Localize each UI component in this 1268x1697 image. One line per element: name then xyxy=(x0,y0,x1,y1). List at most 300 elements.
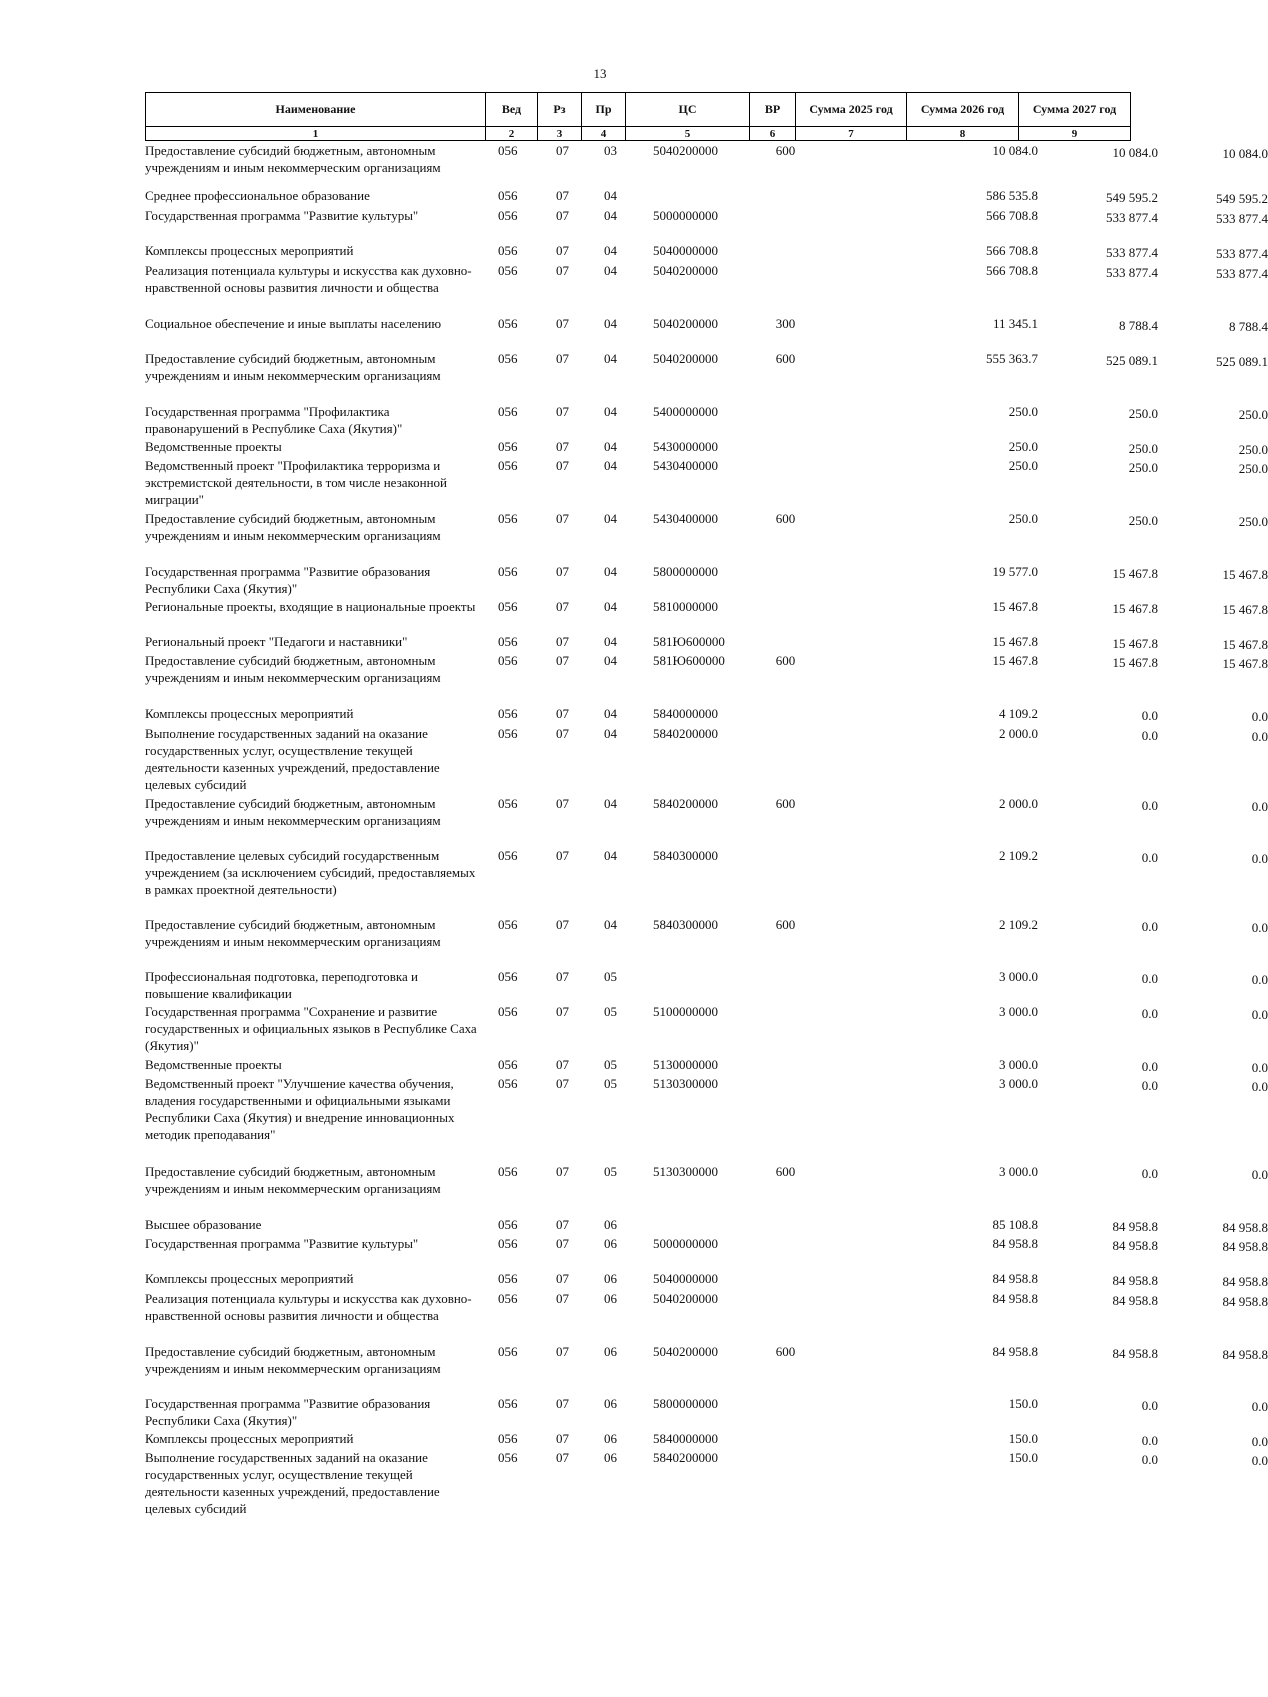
cell-sum-2027: 0.0 xyxy=(1251,1399,1268,1414)
cell-vr: 600 xyxy=(775,143,796,158)
table-row xyxy=(145,207,1268,226)
cell-cs: 5040200000 xyxy=(653,316,718,331)
cell-vr: 300 xyxy=(775,316,796,331)
cell-sum-2025: 250.0 xyxy=(1008,439,1038,454)
cell-cs: 5040200000 xyxy=(653,1291,718,1306)
table-row xyxy=(145,1290,1268,1341)
cell-sum-2027: 0.0 xyxy=(1251,709,1268,724)
cell-ved: 056 xyxy=(498,848,518,863)
cell-ved: 056 xyxy=(498,1057,518,1072)
table-row xyxy=(145,563,1268,597)
row-name: Комплексы процессных мероприятий xyxy=(145,1271,354,1286)
cell-sum-2025: 15 467.8 xyxy=(992,653,1038,668)
cell-sum-2027: 250.0 xyxy=(1238,407,1268,422)
table-row xyxy=(145,350,1268,384)
page-number: 13 xyxy=(593,66,607,81)
row-name: Государственная программа "Развитие культуры" xyxy=(145,208,419,223)
row-name: Предоставление субсидий бюджетным, автономным учреждениям и иным некоммерческим организациям xyxy=(145,1164,441,1196)
cell-cs: 5430400000 xyxy=(653,511,718,526)
cell-sum-2026: 15 467.8 xyxy=(1112,566,1158,581)
cell-ved: 056 xyxy=(498,208,518,223)
cell-sum-2027: 250.0 xyxy=(1238,442,1268,457)
cell-cs: 5430000000 xyxy=(653,439,718,454)
cell-sum-2026: 0.0 xyxy=(1141,708,1158,723)
row-name: Предоставление субсидий бюджетным, автономным учреждениям и иным некоммерческим организациям xyxy=(145,653,441,685)
cell-sum-2025: 150.0 xyxy=(1008,1431,1038,1446)
cell-ved: 056 xyxy=(498,1004,518,1019)
cell-vr: 600 xyxy=(775,917,796,932)
cell-sum-2025: 84 958.8 xyxy=(992,1291,1038,1306)
column-header-vr: ВР xyxy=(750,93,796,127)
row-name: Выполнение государственных заданий на оказание государственных услуг, осуществление текущей деятельности казенных учреждений, предоставление целевых субсидий xyxy=(145,1450,440,1516)
column-number: 2 xyxy=(486,127,538,141)
cell-rz: 07 xyxy=(556,1396,569,1411)
cell-cs: 5040200000 xyxy=(653,351,718,366)
cell-pr: 04 xyxy=(604,511,617,526)
cell-ved: 056 xyxy=(498,458,518,473)
cell-rz: 07 xyxy=(556,1217,569,1232)
row-name: Комплексы процессных мероприятий xyxy=(145,706,354,721)
table-row xyxy=(145,187,1268,206)
cell-sum-2026: 549 595.2 xyxy=(1106,190,1158,205)
cell-rz: 07 xyxy=(556,1164,569,1179)
cell-pr: 04 xyxy=(604,917,617,932)
cell-cs: 5130300000 xyxy=(653,1164,718,1179)
cell-sum-2025: 84 958.8 xyxy=(992,1344,1038,1359)
row-name: Ведомственные проекты xyxy=(145,439,282,454)
table-row xyxy=(145,1395,1268,1429)
row-name: Предоставление субсидий бюджетным, автономным учреждениям и иным некоммерческим организациям xyxy=(145,511,441,543)
row-name: Предоставление целевых субсидий государственным учреждением (за исключением субсидий, предоставляемых в рамках проектной деятельности) xyxy=(145,848,476,897)
cell-sum-2026: 84 958.8 xyxy=(1112,1238,1158,1253)
cell-cs: 5840300000 xyxy=(653,917,718,932)
cell-sum-2027: 549 595.2 xyxy=(1216,191,1268,206)
cell-sum-2025: 555 363.7 xyxy=(986,351,1038,366)
cell-sum-2027: 250.0 xyxy=(1238,514,1268,529)
table-row xyxy=(145,1163,1268,1197)
cell-sum-2026: 0.0 xyxy=(1141,1059,1158,1074)
cell-sum-2025: 19 577.0 xyxy=(992,564,1038,579)
cell-sum-2027: 84 958.8 xyxy=(1222,1220,1268,1235)
table-row xyxy=(145,1075,1268,1143)
column-number: 1 xyxy=(146,127,486,141)
cell-sum-2025: 15 467.8 xyxy=(992,634,1038,649)
cell-pr: 06 xyxy=(604,1291,617,1306)
row-name: Комплексы процессных мероприятий xyxy=(145,1431,354,1446)
column-header-pr: Пр xyxy=(582,93,626,127)
cell-sum-2027: 84 958.8 xyxy=(1222,1239,1268,1254)
column-header-sum-2025: Сумма 2025 год xyxy=(796,93,907,127)
cell-sum-2026: 250.0 xyxy=(1128,460,1158,475)
cell-sum-2027: 0.0 xyxy=(1251,729,1268,744)
cell-rz: 07 xyxy=(556,706,569,721)
cell-pr: 05 xyxy=(604,969,617,984)
cell-sum-2026: 15 467.8 xyxy=(1112,655,1158,670)
cell-ved: 056 xyxy=(498,653,518,668)
cell-vr: 600 xyxy=(775,1344,796,1359)
cell-ved: 056 xyxy=(498,969,518,984)
cell-sum-2025: 85 108.8 xyxy=(992,1217,1038,1232)
cell-sum-2027: 0.0 xyxy=(1251,1434,1268,1449)
cell-ved: 056 xyxy=(498,351,518,366)
cell-sum-2027: 525 089.1 xyxy=(1216,354,1268,369)
cell-rz: 07 xyxy=(556,511,569,526)
row-name: Социальное обеспечение и иные выплаты населению xyxy=(145,316,442,331)
row-name: Предоставление субсидий бюджетным, автономным учреждениям и иным некоммерческим организациям xyxy=(145,917,441,949)
cell-sum-2025: 4 109.2 xyxy=(999,706,1038,721)
table-row xyxy=(145,1235,1268,1254)
cell-sum-2027: 533 877.4 xyxy=(1216,246,1268,261)
cell-cs: 5840300000 xyxy=(653,848,718,863)
cell-sum-2027: 84 958.8 xyxy=(1222,1274,1268,1289)
row-name: Предоставление субсидий бюджетным, автономным учреждениям и иным некоммерческим организациям xyxy=(145,796,441,828)
cell-sum-2026: 250.0 xyxy=(1128,406,1158,421)
row-name: Высшее образование xyxy=(145,1217,262,1232)
cell-sum-2026: 0.0 xyxy=(1141,1078,1158,1093)
cell-sum-2027: 8 788.4 xyxy=(1229,319,1268,334)
row-name: Комплексы процессных мероприятий xyxy=(145,243,354,258)
cell-cs: 581Ю600000 xyxy=(653,653,725,668)
row-name: Реализация потенциала культуры и искусства как духовно-нравственной основы развития личности и общества xyxy=(145,1291,472,1323)
cell-vr: 600 xyxy=(775,1164,796,1179)
cell-ved: 056 xyxy=(498,188,518,203)
cell-sum-2026: 250.0 xyxy=(1128,513,1158,528)
cell-pr: 06 xyxy=(604,1271,617,1286)
cell-rz: 07 xyxy=(556,316,569,331)
cell-cs: 5040200000 xyxy=(653,263,718,278)
cell-sum-2027: 0.0 xyxy=(1251,972,1268,987)
column-header-rz: Рз xyxy=(538,93,582,127)
row-name: Государственная программа "Развитие образования Республики Саха (Якутия)" xyxy=(145,564,431,596)
cell-rz: 07 xyxy=(556,1450,569,1465)
cell-sum-2027: 15 467.8 xyxy=(1222,602,1268,617)
cell-ved: 056 xyxy=(498,564,518,579)
cell-rz: 07 xyxy=(556,1431,569,1446)
cell-ved: 056 xyxy=(498,1236,518,1251)
table-row xyxy=(145,847,1268,898)
cell-sum-2025: 3 000.0 xyxy=(999,1057,1038,1072)
row-name: Предоставление субсидий бюджетным, автономным учреждениям и иным некоммерческим организациям xyxy=(145,1344,441,1376)
cell-pr: 04 xyxy=(604,848,617,863)
cell-sum-2026: 84 958.8 xyxy=(1112,1293,1158,1308)
row-name: Государственная программа "Профилактика правонарушений в Республике Саха (Якутия)" xyxy=(145,404,403,436)
row-name: Государственная программа "Сохранение и развитие государственных и официальных языков в Республике Саха (Якутия)" xyxy=(145,1004,477,1053)
cell-sum-2025: 3 000.0 xyxy=(999,1076,1038,1091)
cell-ved: 056 xyxy=(498,1164,518,1179)
table-row xyxy=(145,968,1268,1002)
column-number: 8 xyxy=(907,127,1019,141)
cell-sum-2026: 0.0 xyxy=(1141,1006,1158,1021)
cell-pr: 06 xyxy=(604,1450,617,1465)
cell-rz: 07 xyxy=(556,243,569,258)
cell-pr: 04 xyxy=(604,243,617,258)
cell-cs: 5000000000 xyxy=(653,208,718,223)
column-number: 5 xyxy=(626,127,750,141)
row-name: Государственная программа "Развитие образования Республики Саха (Якутия)" xyxy=(145,1396,431,1428)
cell-ved: 056 xyxy=(498,706,518,721)
cell-ved: 056 xyxy=(498,1431,518,1446)
cell-rz: 07 xyxy=(556,917,569,932)
cell-vr: 600 xyxy=(775,653,796,668)
cell-rz: 07 xyxy=(556,208,569,223)
cell-rz: 07 xyxy=(556,458,569,473)
cell-sum-2026: 0.0 xyxy=(1141,798,1158,813)
cell-sum-2025: 250.0 xyxy=(1008,404,1038,419)
cell-rz: 07 xyxy=(556,263,569,278)
cell-sum-2026: 533 877.4 xyxy=(1106,245,1158,260)
cell-ved: 056 xyxy=(498,599,518,614)
cell-rz: 07 xyxy=(556,1076,569,1091)
cell-sum-2027: 0.0 xyxy=(1251,1007,1268,1022)
cell-ved: 056 xyxy=(498,316,518,331)
cell-sum-2027: 84 958.8 xyxy=(1222,1347,1268,1362)
column-number: 4 xyxy=(582,127,626,141)
row-name: Профессиональная подготовка, переподготовка и повышение квалификации xyxy=(145,969,418,1001)
table-row xyxy=(145,457,1268,508)
table-row xyxy=(145,598,1268,632)
cell-cs: 5000000000 xyxy=(653,1236,718,1251)
cell-sum-2025: 250.0 xyxy=(1008,458,1038,473)
cell-pr: 04 xyxy=(604,208,617,223)
cell-sum-2027: 533 877.4 xyxy=(1216,266,1268,281)
cell-sum-2026: 8 788.4 xyxy=(1119,318,1158,333)
cell-pr: 04 xyxy=(604,564,617,579)
cell-sum-2025: 566 708.8 xyxy=(986,208,1038,223)
table-header xyxy=(145,92,1131,141)
cell-ved: 056 xyxy=(498,1291,518,1306)
table-row xyxy=(145,1430,1268,1449)
cell-rz: 07 xyxy=(556,634,569,649)
column-number: 9 xyxy=(1019,127,1131,141)
row-name: Выполнение государственных заданий на оказание государственных услуг, осуществление текущей деятельности казенных учреждений, предоставление целевых субсидий xyxy=(145,726,440,792)
cell-ved: 056 xyxy=(498,1076,518,1091)
cell-rz: 07 xyxy=(556,188,569,203)
cell-pr: 04 xyxy=(604,599,617,614)
cell-ved: 056 xyxy=(498,439,518,454)
cell-pr: 05 xyxy=(604,1076,617,1091)
cell-rz: 07 xyxy=(556,564,569,579)
cell-pr: 04 xyxy=(604,796,617,811)
cell-rz: 07 xyxy=(556,653,569,668)
cell-sum-2025: 2 000.0 xyxy=(999,726,1038,741)
cell-sum-2026: 10 084.0 xyxy=(1112,145,1158,160)
table-row xyxy=(145,315,1268,334)
cell-sum-2027: 15 467.8 xyxy=(1222,567,1268,582)
cell-pr: 03 xyxy=(604,143,617,158)
cell-cs: 5800000000 xyxy=(653,1396,718,1411)
cell-cs: 5810000000 xyxy=(653,599,718,614)
cell-ved: 056 xyxy=(498,143,518,158)
cell-pr: 05 xyxy=(604,1057,617,1072)
cell-sum-2026: 15 467.8 xyxy=(1112,601,1158,616)
cell-cs: 5840000000 xyxy=(653,706,718,721)
cell-sum-2027: 533 877.4 xyxy=(1216,211,1268,226)
cell-ved: 056 xyxy=(498,243,518,258)
cell-sum-2025: 566 708.8 xyxy=(986,263,1038,278)
cell-sum-2025: 566 708.8 xyxy=(986,243,1038,258)
cell-ved: 056 xyxy=(498,796,518,811)
cell-sum-2025: 15 467.8 xyxy=(992,599,1038,614)
table-row xyxy=(145,1270,1268,1289)
cell-rz: 07 xyxy=(556,969,569,984)
cell-pr: 06 xyxy=(604,1344,617,1359)
table-row xyxy=(145,916,1268,950)
cell-pr: 06 xyxy=(604,1236,617,1251)
cell-cs: 5840200000 xyxy=(653,726,718,741)
cell-ved: 056 xyxy=(498,263,518,278)
cell-cs: 5040200000 xyxy=(653,1344,718,1359)
cell-pr: 04 xyxy=(604,458,617,473)
cell-pr: 04 xyxy=(604,726,617,741)
row-name: Предоставление субсидий бюджетным, автономным учреждениям и иным некоммерческим организациям xyxy=(145,143,441,175)
cell-rz: 07 xyxy=(556,143,569,158)
row-name: Ведомственный проект "Улучшение качества обучения, владения государственными и официальными языками Республики Саха (Якутия) и внедрение инновационных методик преподавания" xyxy=(145,1076,455,1142)
cell-sum-2025: 84 958.8 xyxy=(992,1271,1038,1286)
cell-sum-2025: 150.0 xyxy=(1008,1396,1038,1411)
cell-vr: 600 xyxy=(775,511,796,526)
row-name: Реализация потенциала культуры и искусства как духовно-нравственной основы развития личности и общества xyxy=(145,263,472,295)
cell-sum-2026: 0.0 xyxy=(1141,1398,1158,1413)
cell-pr: 05 xyxy=(604,1004,617,1019)
table-row xyxy=(145,438,1268,457)
cell-sum-2027: 0.0 xyxy=(1251,1167,1268,1182)
cell-pr: 04 xyxy=(604,263,617,278)
cell-rz: 07 xyxy=(556,351,569,366)
cell-cs: 5840000000 xyxy=(653,1431,718,1446)
cell-cs: 5130300000 xyxy=(653,1076,718,1091)
cell-ved: 056 xyxy=(498,726,518,741)
table-row xyxy=(145,1003,1268,1054)
cell-sum-2026: 84 958.8 xyxy=(1112,1346,1158,1361)
cell-cs: 5800000000 xyxy=(653,564,718,579)
table-row xyxy=(145,1343,1268,1377)
table-row xyxy=(145,403,1268,437)
cell-ved: 056 xyxy=(498,1396,518,1411)
cell-vr: 600 xyxy=(775,351,796,366)
cell-rz: 07 xyxy=(556,599,569,614)
cell-ved: 056 xyxy=(498,1450,518,1465)
cell-sum-2025: 2 000.0 xyxy=(999,796,1038,811)
row-name: Предоставление субсидий бюджетным, автономным учреждениям и иным некоммерческим организациям xyxy=(145,351,441,383)
table-row xyxy=(145,1056,1268,1075)
cell-rz: 07 xyxy=(556,1344,569,1359)
cell-sum-2025: 3 000.0 xyxy=(999,1004,1038,1019)
row-name: Ведомственные проекты xyxy=(145,1057,282,1072)
column-header-ved: Вед xyxy=(486,93,538,127)
cell-pr: 04 xyxy=(604,404,617,419)
cell-cs: 5400000000 xyxy=(653,404,718,419)
column-header-name: Наименование xyxy=(146,93,486,127)
cell-pr: 04 xyxy=(604,351,617,366)
cell-sum-2026: 0.0 xyxy=(1141,1433,1158,1448)
column-number: 6 xyxy=(750,127,796,141)
table-row xyxy=(145,242,1268,261)
table-row xyxy=(145,262,1268,313)
cell-sum-2026: 0.0 xyxy=(1141,1452,1158,1467)
cell-ved: 056 xyxy=(498,917,518,932)
cell-rz: 07 xyxy=(556,439,569,454)
cell-sum-2025: 3 000.0 xyxy=(999,969,1038,984)
cell-pr: 06 xyxy=(604,1217,617,1232)
cell-cs: 581Ю600000 xyxy=(653,634,725,649)
cell-sum-2026: 0.0 xyxy=(1141,850,1158,865)
cell-sum-2027: 10 084.0 xyxy=(1222,146,1268,161)
table-row xyxy=(145,142,1268,176)
cell-ved: 056 xyxy=(498,1271,518,1286)
cell-sum-2027: 250.0 xyxy=(1238,461,1268,476)
row-name: Региональные проекты, входящие в национальные проекты xyxy=(145,599,476,614)
cell-ved: 056 xyxy=(498,1217,518,1232)
cell-sum-2025: 2 109.2 xyxy=(999,917,1038,932)
cell-rz: 07 xyxy=(556,726,569,741)
cell-sum-2025: 150.0 xyxy=(1008,1450,1038,1465)
table-row xyxy=(145,510,1268,544)
cell-cs: 5130000000 xyxy=(653,1057,718,1072)
cell-pr: 04 xyxy=(604,316,617,331)
cell-pr: 04 xyxy=(604,653,617,668)
cell-pr: 04 xyxy=(604,706,617,721)
cell-cs: 5040000000 xyxy=(653,1271,718,1286)
cell-pr: 06 xyxy=(604,1396,617,1411)
cell-pr: 04 xyxy=(604,439,617,454)
table-row xyxy=(145,1449,1268,1517)
cell-rz: 07 xyxy=(556,848,569,863)
row-name: Государственная программа "Развитие культуры" xyxy=(145,1236,419,1251)
cell-sum-2025: 586 535.8 xyxy=(986,188,1038,203)
row-name: Среднее профессиональное образование xyxy=(145,188,370,203)
cell-pr: 06 xyxy=(604,1431,617,1446)
cell-cs: 5840200000 xyxy=(653,796,718,811)
cell-sum-2027: 0.0 xyxy=(1251,851,1268,866)
cell-sum-2027: 0.0 xyxy=(1251,920,1268,935)
cell-sum-2027: 15 467.8 xyxy=(1222,656,1268,671)
cell-cs: 5040200000 xyxy=(653,143,718,158)
table-row xyxy=(145,652,1268,686)
cell-sum-2027: 0.0 xyxy=(1251,1060,1268,1075)
cell-sum-2026: 533 877.4 xyxy=(1106,210,1158,225)
cell-rz: 07 xyxy=(556,796,569,811)
cell-rz: 07 xyxy=(556,404,569,419)
cell-cs: 5840200000 xyxy=(653,1450,718,1465)
cell-sum-2025: 2 109.2 xyxy=(999,848,1038,863)
cell-rz: 07 xyxy=(556,1291,569,1306)
cell-cs: 5100000000 xyxy=(653,1004,718,1019)
cell-rz: 07 xyxy=(556,1271,569,1286)
table-row xyxy=(145,795,1268,829)
cell-pr: 05 xyxy=(604,1164,617,1179)
column-number: 7 xyxy=(796,127,907,141)
cell-sum-2026: 15 467.8 xyxy=(1112,636,1158,651)
cell-sum-2026: 0.0 xyxy=(1141,728,1158,743)
row-name: Региональный проект "Педагоги и наставники" xyxy=(145,634,408,649)
cell-rz: 07 xyxy=(556,1004,569,1019)
cell-sum-2027: 0.0 xyxy=(1251,1079,1268,1094)
table-row xyxy=(145,725,1268,793)
cell-ved: 056 xyxy=(498,511,518,526)
cell-sum-2026: 0.0 xyxy=(1141,919,1158,934)
column-number: 3 xyxy=(538,127,582,141)
cell-sum-2026: 525 089.1 xyxy=(1106,353,1158,368)
table-row xyxy=(145,705,1268,724)
cell-ved: 056 xyxy=(498,404,518,419)
column-header-sum-2027: Сумма 2027 год xyxy=(1019,93,1131,127)
table-row xyxy=(145,1216,1268,1235)
cell-sum-2026: 84 958.8 xyxy=(1112,1219,1158,1234)
cell-sum-2026: 250.0 xyxy=(1128,441,1158,456)
cell-sum-2026: 533 877.4 xyxy=(1106,265,1158,280)
column-header-cs: ЦС xyxy=(626,93,750,127)
cell-sum-2027: 0.0 xyxy=(1251,799,1268,814)
